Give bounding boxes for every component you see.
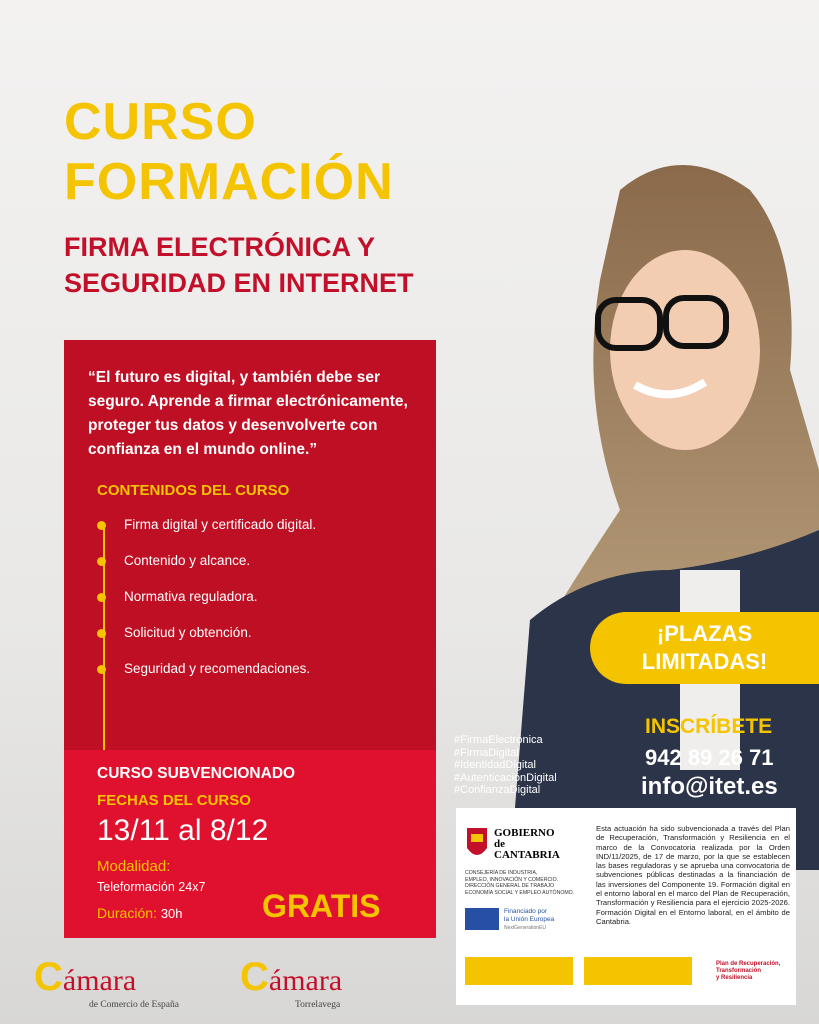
title-line-2: FORMACIÓN (64, 153, 394, 211)
duration (97, 905, 183, 921)
gov-department: CONSEJERÍA DE INDUSTRIA, EMPLEO, INNOVACIÓN Y COMERCIO. DIRECCIÓN GENERAL DE TRABAJO ECONOMÍA SOCIAL Y EMPLEO AUTÓNOMO. (465, 870, 575, 896)
subtitle-line-2: SEGURIDAD EN INTERNET (64, 268, 414, 298)
limited-places-banner (590, 612, 819, 684)
eu-funding-text: Financiado por la Unión Europea (504, 908, 555, 923)
cantabria-shield-icon (465, 826, 489, 862)
hashtag: #IdentidadDigital (454, 759, 536, 771)
recovery-plan-text: Plan de Recuperación, Transformación y Resiliencia (716, 961, 781, 981)
quote-text: “El futuro es digital, y también debe ser seguro. Aprende a firmar electrónicamente, proteger tus datos y desenvolverte con confianza en el mundo online.” (88, 369, 408, 458)
modality-label: Modalidad: (97, 858, 171, 875)
funding-note: Esta actuación ha sido subvencionada a través del Plan de Recuperación, Transformación y Resiliencia en el marco de la Convocatoria realizada por la Orden IND/11/2025, de 17 de marzo, por la que se establecen las bases reguladoras y se aprueba una convocatoria de subvenciones públicas destinadas a la financiación de las inversiones del Componente 19. Formación digital en el entorno laboral en el marco del Plan de Recuperación, Transformación y Resiliencia para el ejercicio 2025-2026. Formación Digital en el Entorno laboral, en el ámbito de Cantabria. (596, 824, 790, 926)
list-item: Firma digital y certificado digital. (97, 517, 316, 532)
eu-flag-icon (465, 908, 499, 930)
ministry-logo-2 (584, 957, 692, 985)
gov-name: GOBIERNO de CANTABRIA (494, 827, 560, 861)
ministry-logo-1 (465, 957, 573, 985)
government-funding-card (456, 808, 796, 1005)
bullet-icon (97, 521, 106, 530)
hashtag: #ConfianzaDigital (454, 784, 541, 796)
plazas-line-2: LIMITADAS! (641, 649, 768, 674)
list-item: Solicitud y obtención. (97, 625, 252, 640)
list-item: Seguridad y recomendaciones. (97, 661, 310, 676)
eu-next-gen: NextGenerationEU (504, 925, 546, 931)
title-line-1: CURSO (64, 93, 257, 151)
dates-label: FECHAS DEL CURSO (97, 792, 251, 809)
list-item: Contenido y alcance. (97, 553, 250, 568)
duration-value: 30h (160, 906, 183, 921)
email-link[interactable]: info@itet.es (641, 773, 778, 800)
price-badge: GRATIS (262, 888, 381, 924)
bullet-icon (97, 629, 106, 638)
hashtag: #AutenticaciónDigital (454, 771, 557, 784)
hashtag-list (454, 734, 557, 797)
signup-cta: INSCRÍBETE (645, 715, 773, 738)
course-dates: 13/11 al 8/12 (97, 814, 269, 847)
subtitle-line-1: FIRMA ELECTRÓNICA Y (64, 232, 376, 262)
contents-title: CONTENIDOS DEL CURSO (97, 482, 290, 499)
phone-number[interactable]: 942 89 26 71 (645, 745, 774, 770)
bullet-icon (97, 593, 106, 602)
bullet-icon (97, 557, 106, 566)
duration-label: Duración: (97, 905, 157, 921)
subsidized-label: CURSO SUBVENCIONADO (97, 765, 296, 782)
bullet-icon (97, 665, 106, 674)
hashtag: #FirmaElectrónica (454, 734, 543, 746)
camara-espana-logo: Cámara de Comercio de España (34, 955, 179, 1010)
plazas-line-1: ¡PLAZAS (656, 621, 753, 646)
modality-value: Teleformación 24x7 (97, 880, 206, 894)
hashtag: #FirmaDigital (454, 746, 519, 759)
list-item: Normativa reguladora. (97, 589, 258, 604)
camara-torrelavega-logo: Cámara Torrelavega (240, 955, 343, 1010)
